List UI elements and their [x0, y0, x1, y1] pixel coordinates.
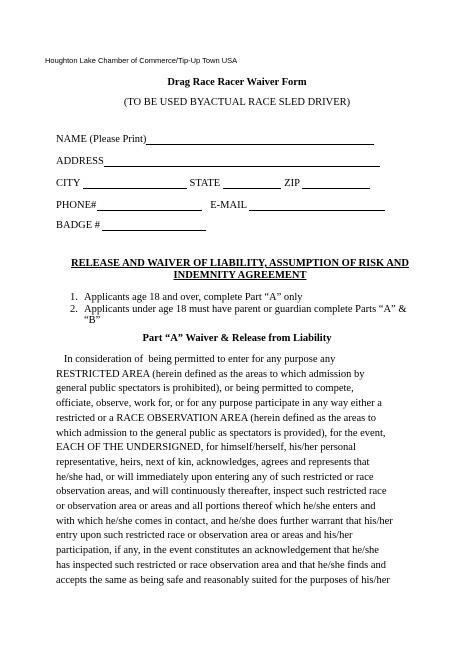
- organization-name: Houghton Lake Chamber of Commerce/Tip-Up Town USA: [45, 56, 238, 65]
- city-label: CITY: [56, 178, 81, 189]
- form-title: Drag Race Racer Waiver Form: [167, 77, 307, 88]
- badge-field[interactable]: [102, 219, 206, 231]
- zip-label: ZIP: [284, 178, 300, 189]
- address-row: [56, 155, 383, 167]
- name-row: [56, 133, 377, 145]
- email-label: E-MAIL: [210, 200, 248, 211]
- part-a-title: Part “A” Waiver & Release from Liability: [142, 333, 332, 344]
- part-a-body: In consideration of being permitted to enter for any purpose any RESTRICTED AREA (herein defined as the areas to which admission by general public spectators is prohibited), or being permitted to compete, officiate, observe, work for, or for any purpose participate in any way either a restricted or a RACE OBSERVATION AREA (herein defined as the areas to which admission to the general public as spectators is provided), for the event, EACH OF THE UNDERSIGNED, for himself/herself, his/her personal representative, heirs, next of kin, acknowledges, agrees and represents that he/she had, or will immediately upon entering any of such restricted or race observation areas, and will continuously thereafter, inspect such restricted race or observation area or areas and all portions thereof which he/she enters and with which he/she comes in contact, and he/she does further warrant that his/her entry upon such restricted race or observation area or areas and his/her participation, if any, in the event constitutes an acknowledgement that he/she has inspected such restricted or race observation area and that he/she finds and accepts the same as being safe and reasonably suited for the purposes of his/her: [56, 354, 393, 586]
- badge-label: BADGE #: [56, 220, 101, 231]
- city-field[interactable]: [83, 177, 187, 189]
- zip-field[interactable]: [302, 177, 370, 189]
- badge-row: [56, 219, 209, 231]
- name-field[interactable]: [146, 133, 374, 145]
- phone-email-row: [56, 199, 388, 211]
- release-title: RELEASE AND WAIVER OF LIABILITY, ASSUMPTION OF RISK AND INDEMNITY AGREEMENT: [71, 258, 409, 281]
- list-item: 1. Applicants age 18 and over, complete Part “A” only: [70, 292, 303, 303]
- name-label: NAME (Please Print): [56, 134, 147, 145]
- state-label: STATE: [189, 178, 221, 189]
- phone-field[interactable]: [97, 199, 202, 211]
- address-label: ADDRESS: [56, 156, 104, 167]
- address-field[interactable]: [104, 155, 380, 167]
- instructions-list: [70, 292, 420, 327]
- phone-label: PHONE#: [56, 200, 97, 211]
- email-field[interactable]: [249, 199, 385, 211]
- list-item: 2. Applicants under age 18 must have parent or guardian complete Parts “A” &: [70, 303, 407, 315]
- form-subtitle: (TO BE USED BYACTUAL RACE SLED DRIVER): [123, 97, 351, 108]
- list-item-continuation: “B”: [84, 315, 101, 326]
- city-state-zip-row: [56, 177, 373, 189]
- state-field[interactable]: [223, 177, 281, 189]
